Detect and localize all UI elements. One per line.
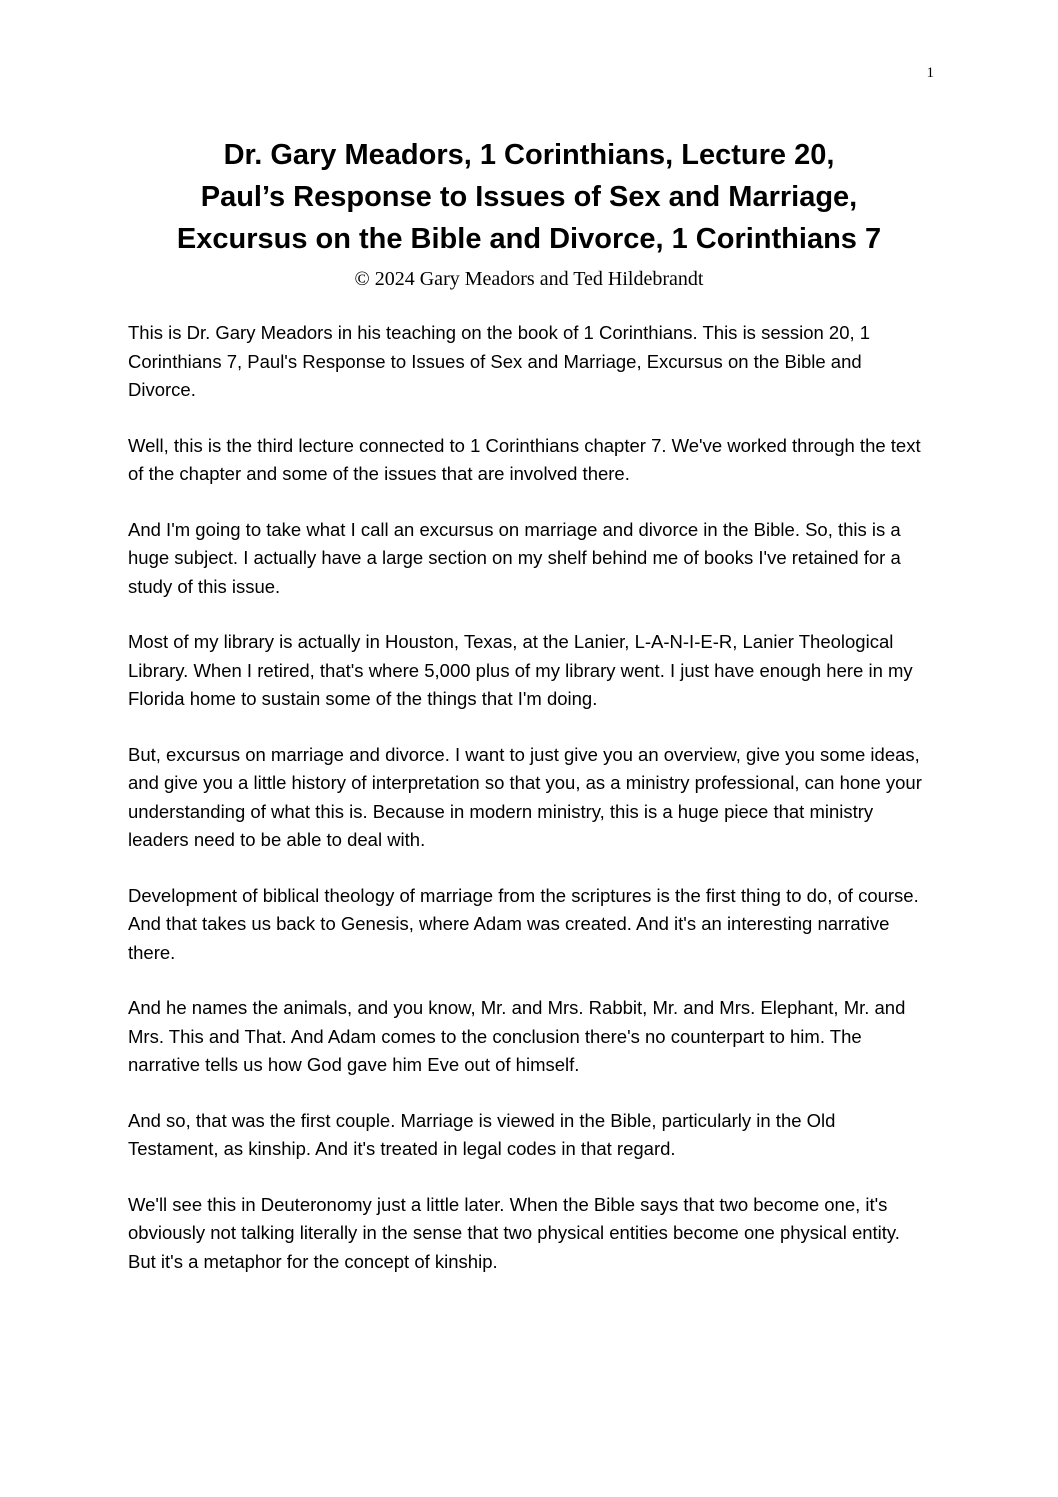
paragraph: And I'm going to take what I call an excursus on marriage and divorce in the Bible. So, this is a huge subject. I actually have a large section on my shelf behind me of books I've retained for a study of this issue.: [128, 518, 901, 597]
paragraph: Well, this is the third lecture connected to 1 Corinthians chapter 7. We've worked through the text of the chapter and some of the issues that are involved there.: [128, 434, 921, 484]
paragraph: And he names the animals, and you know, Mr. and Mrs. Rabbit, Mr. and Mrs. Elephant, Mr. and Mrs. This and That. And Adam comes to the conclusion there's no counterpart to him. The narrative tells us how God gave him Eve out of himself.: [128, 997, 906, 1075]
paragraph: Development of biblical theology of marriage from the scriptures is the first thing to do, of course. And that takes us back to Genesis, where Adam was created. And it's an interesting narrative there.: [128, 884, 919, 963]
title-line-2: Paul’s Response to Issues of Sex and Marriage,: [200, 181, 858, 213]
paragraph: This is Dr. Gary Meadors in his teaching on the book of 1 Corinthians. This is session 20, 1 Corinthians 7, Paul's Response to Issues of Sex and Marriage, Excursus on the Bible and Divorce.: [128, 322, 871, 400]
paragraph: We'll see this in Deuteronomy just a little later. When the Bible says that two become one, it's obviously not talking literally in the sense that two physical entities become one physical entity. But it's a metaphor for the concept of kinship.: [128, 1193, 900, 1272]
paragraph: But, excursus on marriage and divorce. I want to just give you an overview, give you some ideas, and give you a little history of interpretation so that you, as a ministry professional, can hone your understanding of what this is. Because in modern ministry, this is a huge piece that ministry leaders need to be able to deal with.: [128, 743, 922, 850]
paragraph: Most of my library is actually in Houston, Texas, at the Lanier, L-A-N-I-E-R, Lanier Theological Library. When I retired, that's where 5,000 plus of my library went. I just have enough here in my Florida home to sustain some of the things that I'm doing.: [128, 631, 913, 709]
page-number: 1: [926, 65, 934, 81]
paragraph: And so, that was the first couple. Marriage is viewed in the Bible, particularly in the Old Testament, as kinship. And it's treated in legal codes in that regard.: [128, 1109, 836, 1159]
title-line-1: Dr. Gary Meadors, 1 Corinthians, Lecture 20,: [223, 139, 835, 171]
document-body: [128, 319, 928, 1303]
document-title: [100, 134, 958, 260]
title-line-3: Excursus on the Bible and Divorce, 1 Corinthians 7: [176, 223, 882, 255]
copyright-line: © 2024 Gary Meadors and Ted Hildebrandt: [354, 268, 704, 290]
